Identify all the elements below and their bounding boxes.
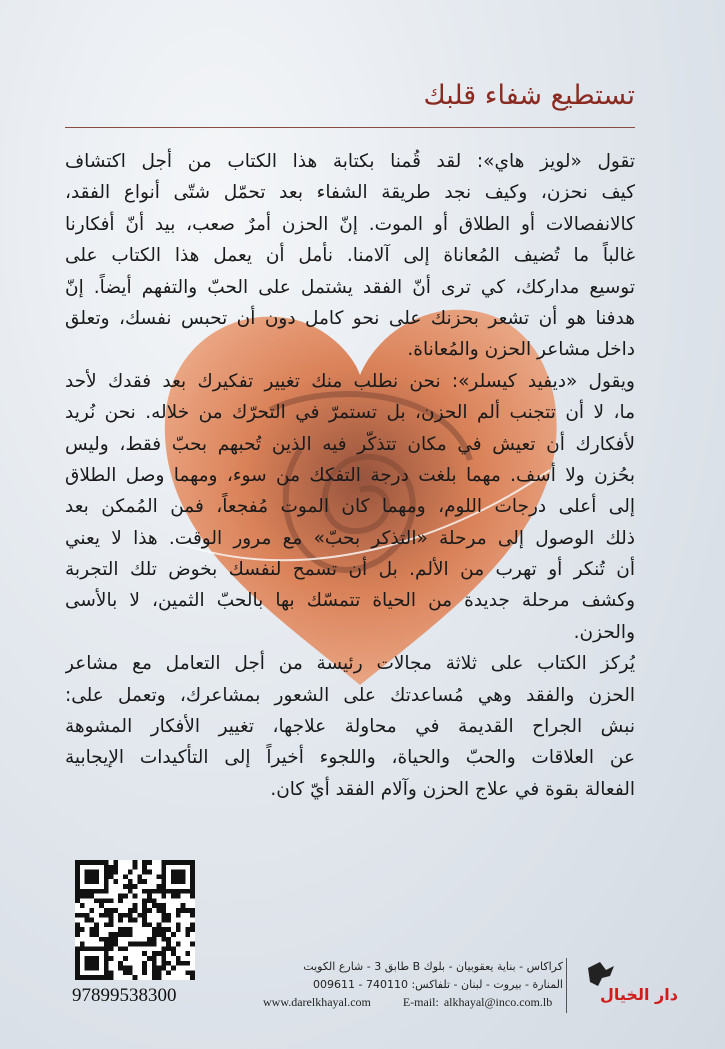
book-title: تستطيع شفاء قلبك [423,80,635,111]
website-link[interactable]: www.darelkhayal.com [263,995,371,1009]
text-line: غالباً ما تُضيف المُعاناة إلى آلامنا. نأمل أن يعمل هذا الكتاب على [65,245,635,267]
text-line: بحُزن ولا أسف. مهما بلغت درجة التفكك من سوء، ومهما وصل الطلاق [65,464,635,486]
title-divider [65,127,635,128]
qr-code [75,860,195,980]
text-line: أن تُنكر أو تهرب من الألم. بل أن تسمح لنفسك بخوض تلك التجربة [65,559,635,581]
text-line: عن العلاقات والحبّ والحياة، واللجوء أخيراً إلى التأكيدات الإيجابية [65,747,635,769]
text-line: تقول «لويز هاي»: لقد قُمنا بكتابة هذا الكتاب من أجل اكتشاف [65,151,635,172]
text-line: لأفكارك أن تعيش في مكان تتذكّر فيه الذين تُحبهم بحبّ فقط، وليس [65,433,635,455]
text-line: إلى أعلى درجات اللوم، ومهما كان الموت مُفجعاً، فمن المُمكن بعد [65,496,635,518]
address-line-1: كراكاس - بناية يعقوبيان - بلوك B طابق 3 - شارع الكويت [303,960,563,973]
publisher-contact [263,995,584,1010]
email-link[interactable]: E-mail: alkhayal@inco.com.lb [402,995,553,1009]
text-line: ذلك الوصول إلى مرحلة «التذكر بحبّ» مع مرور الوقت. هذا لا يعني [65,527,635,549]
text-line: يُركز الكتاب على ثلاثة مجالات رئيسة من أجل التعامل مع مشاعر [65,653,635,675]
text-line: وكشف مرحلة جديدة من الحياة تتمسّك بها بالحبّ الثمين، لا بالأسى [65,590,635,612]
text-line: الفعالة بقوة في علاج الحزن وآلام الفقد أيّ كان. [270,778,635,800]
text-line: توسيع مداركك، كي ترى أنّ الفقد يشتمل على الحبّ والتفهم أيضاً. إنّ [65,276,635,298]
text-line: والحزن. [573,621,635,643]
text-line: داخل مشاعر الحزن والمُعاناة. [407,339,635,361]
text-line: نبش الجراح القديمة في محاولة علاجها، تغيير الأفكار المشوهة [65,716,635,738]
address-line-2: المنارة - بيروت - لبنان - تلفاكس: 740110 - 009611 [313,978,563,991]
text-line: الحزن والفقد وهي مُساعدتك على الشعور بمشاعرك، وتعمل على: [65,684,635,706]
publisher-logo: دار الخيال [600,985,678,1004]
back-cover-text [65,146,635,805]
publisher-address [303,958,563,994]
text-line: كالانفصالات أو الطلاق أو الموت. إنّ الحزن أمرٌ صعب، بيد أنّ أفكارنا [65,213,635,235]
isbn-number: 97899538300 [72,985,177,1006]
text-line: ويقول «ديفيد كيسلر»: نحن نطلب منك تغيير تفكيرك بعد فقدك لأحد [65,370,635,392]
footer-divider [566,958,567,1013]
text-line: ما، لا أن تتجنب ألم الحزن، بل تستمرّ في التحرّك من خلاله. نحن نُريد [65,402,635,424]
text-line: هدفنا هو أن تشعر بحزنك على نحو كامل دون أن تحبس نفسك، وتعلق [65,307,635,329]
text-line: كيف نحزن، وكيف نجد طريقة الشفاء بعد تحمّل شتّى أنواع الفقد، [65,182,635,204]
